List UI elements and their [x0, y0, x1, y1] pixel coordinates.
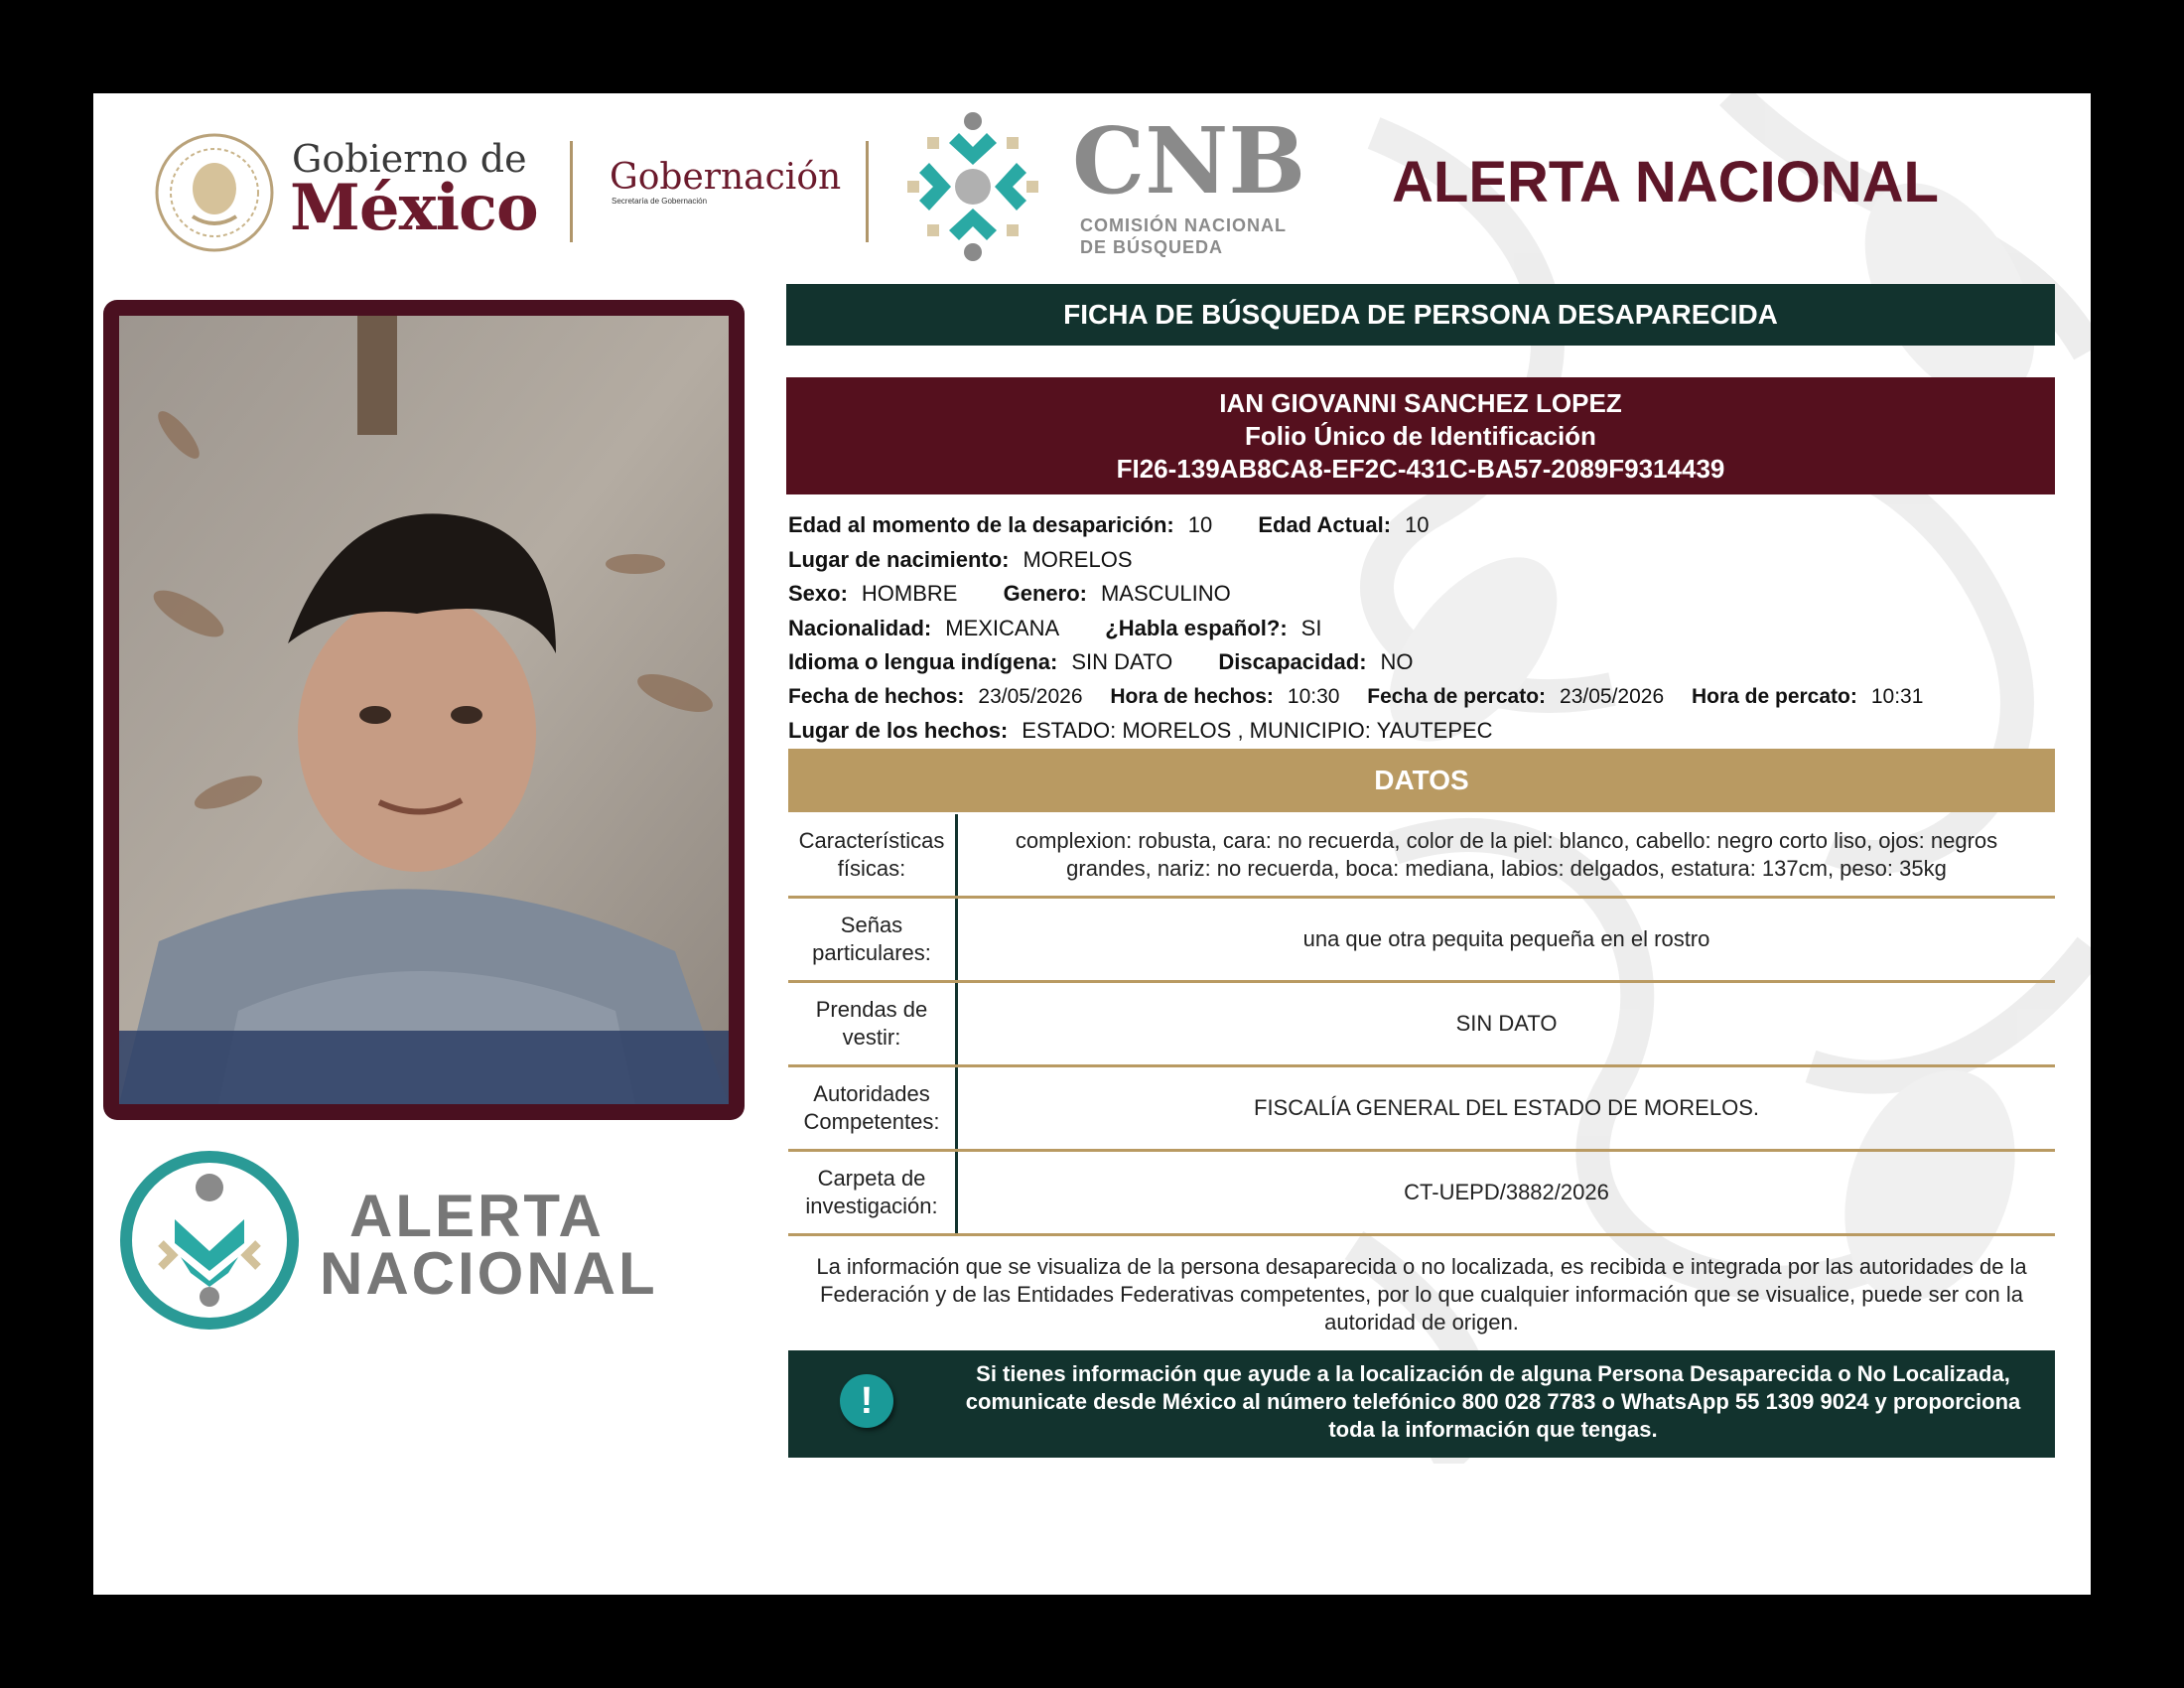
field-value: SIN DATO — [1071, 649, 1173, 674]
label-line: investigación: — [805, 1194, 938, 1218]
table-row — [788, 1151, 2055, 1235]
alert-page — [93, 93, 2091, 1595]
field-label: Fecha de hechos: — [788, 684, 965, 708]
contact-footer — [788, 1350, 2055, 1458]
person-info — [788, 508, 2069, 749]
disclaimer: La información que se visualiza de la persona desaparecida o no localizada, es recibida e integrada por las autoridades de la Federación y de las Entidades Federativas competentes, por lo que cualquier información que se visualice, puede ser con la autoridad de origen. — [816, 1254, 2027, 1335]
label-line: Carpeta de — [817, 1166, 926, 1191]
field-label: Sexo: — [788, 581, 848, 606]
cnb-logo-icon — [893, 107, 1052, 266]
cnb-subtitle-line2: DE BÚSQUEDA — [1080, 237, 1224, 257]
alerta-nacional-title: ALERTA NACIONAL — [1392, 150, 1939, 214]
alerta-nacional-logo-text — [320, 1183, 658, 1307]
row-value: una que otra pequita pequeña en el rostro — [957, 898, 2056, 982]
field-label: Hora de percato: — [1691, 684, 1857, 708]
row-label — [788, 1151, 957, 1235]
field-label: Lugar de los hechos: — [788, 718, 1009, 743]
mexico-seal-icon — [153, 131, 276, 254]
field-value: HOMBRE — [861, 581, 958, 606]
field-value: 23/05/2026 — [978, 684, 1083, 708]
person-header — [786, 377, 2055, 494]
row-value: CT-UEPD/3882/2026 — [957, 1151, 2056, 1235]
gobernacion-logo-text: Gobernación — [610, 157, 842, 198]
header-divider — [570, 141, 573, 242]
field-label: Idioma o lengua indígena: — [788, 649, 1058, 674]
field-value: NO — [1380, 649, 1414, 674]
datos-table — [788, 814, 2055, 1236]
row-value: FISCALÍA GENERAL DEL ESTADO DE MORELOS. — [957, 1066, 2056, 1151]
cnb-wordmark: CNB — [1072, 107, 1306, 214]
table-row — [788, 814, 2055, 898]
label-line: Características — [798, 828, 945, 853]
field-value: MASCULINO — [1100, 581, 1231, 606]
field-label: ¿Habla español?: — [1105, 615, 1288, 640]
photo-frame — [103, 300, 745, 1120]
info-row — [788, 612, 2069, 646]
info-row — [788, 543, 2069, 578]
field-value: 10:31 — [1870, 684, 1924, 708]
field-label: Discapacidad: — [1218, 649, 1367, 674]
info-row — [788, 680, 2069, 715]
photo-illustration — [119, 316, 729, 1104]
label-line: Prendas de — [815, 997, 928, 1022]
header-divider — [866, 141, 869, 242]
alert-icon: ! — [840, 1374, 893, 1428]
missing-person-photo — [119, 316, 729, 1104]
label-line: vestir: — [842, 1025, 901, 1050]
row-label — [788, 814, 957, 898]
field-label: Edad al momento de la desaparición: — [788, 512, 1174, 537]
field-label: Edad Actual: — [1258, 512, 1392, 537]
row-value: SIN DATO — [957, 982, 2056, 1066]
info-row — [788, 714, 2069, 749]
folio-label: Folio Único de Identificación — [1245, 420, 1596, 451]
field-value: MORELOS — [1023, 546, 1133, 572]
table-row — [788, 1066, 2055, 1151]
info-row — [788, 645, 2069, 680]
gobernacion-subtitle: Secretaría de Gobernación — [612, 197, 708, 206]
row-label — [788, 1066, 957, 1151]
label-line: Señas — [840, 913, 903, 937]
field-value: 10 — [1187, 512, 1213, 537]
cnb-subtitle — [1080, 214, 1287, 258]
table-row — [788, 898, 2055, 982]
datos-header: DATOS — [788, 749, 2055, 812]
field-label: Genero: — [1003, 581, 1087, 606]
info-row — [788, 577, 2069, 612]
field-value: MEXICANA — [945, 615, 1060, 640]
field-value: 23/05/2026 — [1560, 684, 1665, 708]
field-value: ESTADO: MORELOS , MUNICIPIO: YAUTEPEC — [1022, 718, 1493, 743]
gobierno-line2: México — [290, 171, 538, 245]
folio-number: FI26-139AB8CA8-EF2C-431C-BA57-2089F9314439 — [1116, 453, 1725, 484]
label-line: particulares: — [812, 940, 931, 965]
field-label: Hora de hechos: — [1110, 684, 1274, 708]
contact-note: Si tienes información que ayude a la localización de alguna Persona Desaparecida o No Localizada, comunicate desde México al número telefónico 800 028 7783 o WhatsApp 55 1309 9024 y proporciona toda la información que tengas. — [965, 1361, 2021, 1442]
ficha-title: FICHA DE BÚSQUEDA DE PERSONA DESAPARECIDA — [786, 284, 2055, 346]
gobierno-line1: Gobierno de — [292, 137, 527, 181]
row-value: complexion: robusta, cara: no recuerda, color de la piel: blanco, cabello: negro corto liso, ojos: negros grandes, nariz: no recuerda, boca: mediana, labios: delgados, estatura: 137cm, peso: 35kg — [957, 814, 2056, 898]
label-line: Autoridades — [813, 1081, 930, 1106]
logo-text-line2: NACIONAL — [320, 1240, 658, 1307]
label-line: físicas: — [837, 856, 906, 881]
field-value: SI — [1300, 615, 1322, 640]
alerta-nacional-logo-icon — [117, 1148, 302, 1333]
cnb-subtitle-line1: COMISIÓN NACIONAL — [1080, 215, 1287, 235]
row-label — [788, 898, 957, 982]
row-label — [788, 982, 957, 1066]
field-value: 10:30 — [1287, 684, 1340, 708]
field-value: 10 — [1405, 512, 1430, 537]
field-label: Nacionalidad: — [788, 615, 932, 640]
field-label: Fecha de percato: — [1367, 684, 1547, 708]
field-label: Lugar de nacimiento: — [788, 546, 1010, 572]
info-row — [788, 508, 2069, 543]
table-row — [788, 982, 2055, 1066]
person-name: IAN GIOVANNI SANCHEZ LOPEZ — [1219, 387, 1622, 418]
logo-text-line1: ALERTA — [349, 1183, 605, 1249]
label-line: Competentes: — [803, 1109, 940, 1134]
